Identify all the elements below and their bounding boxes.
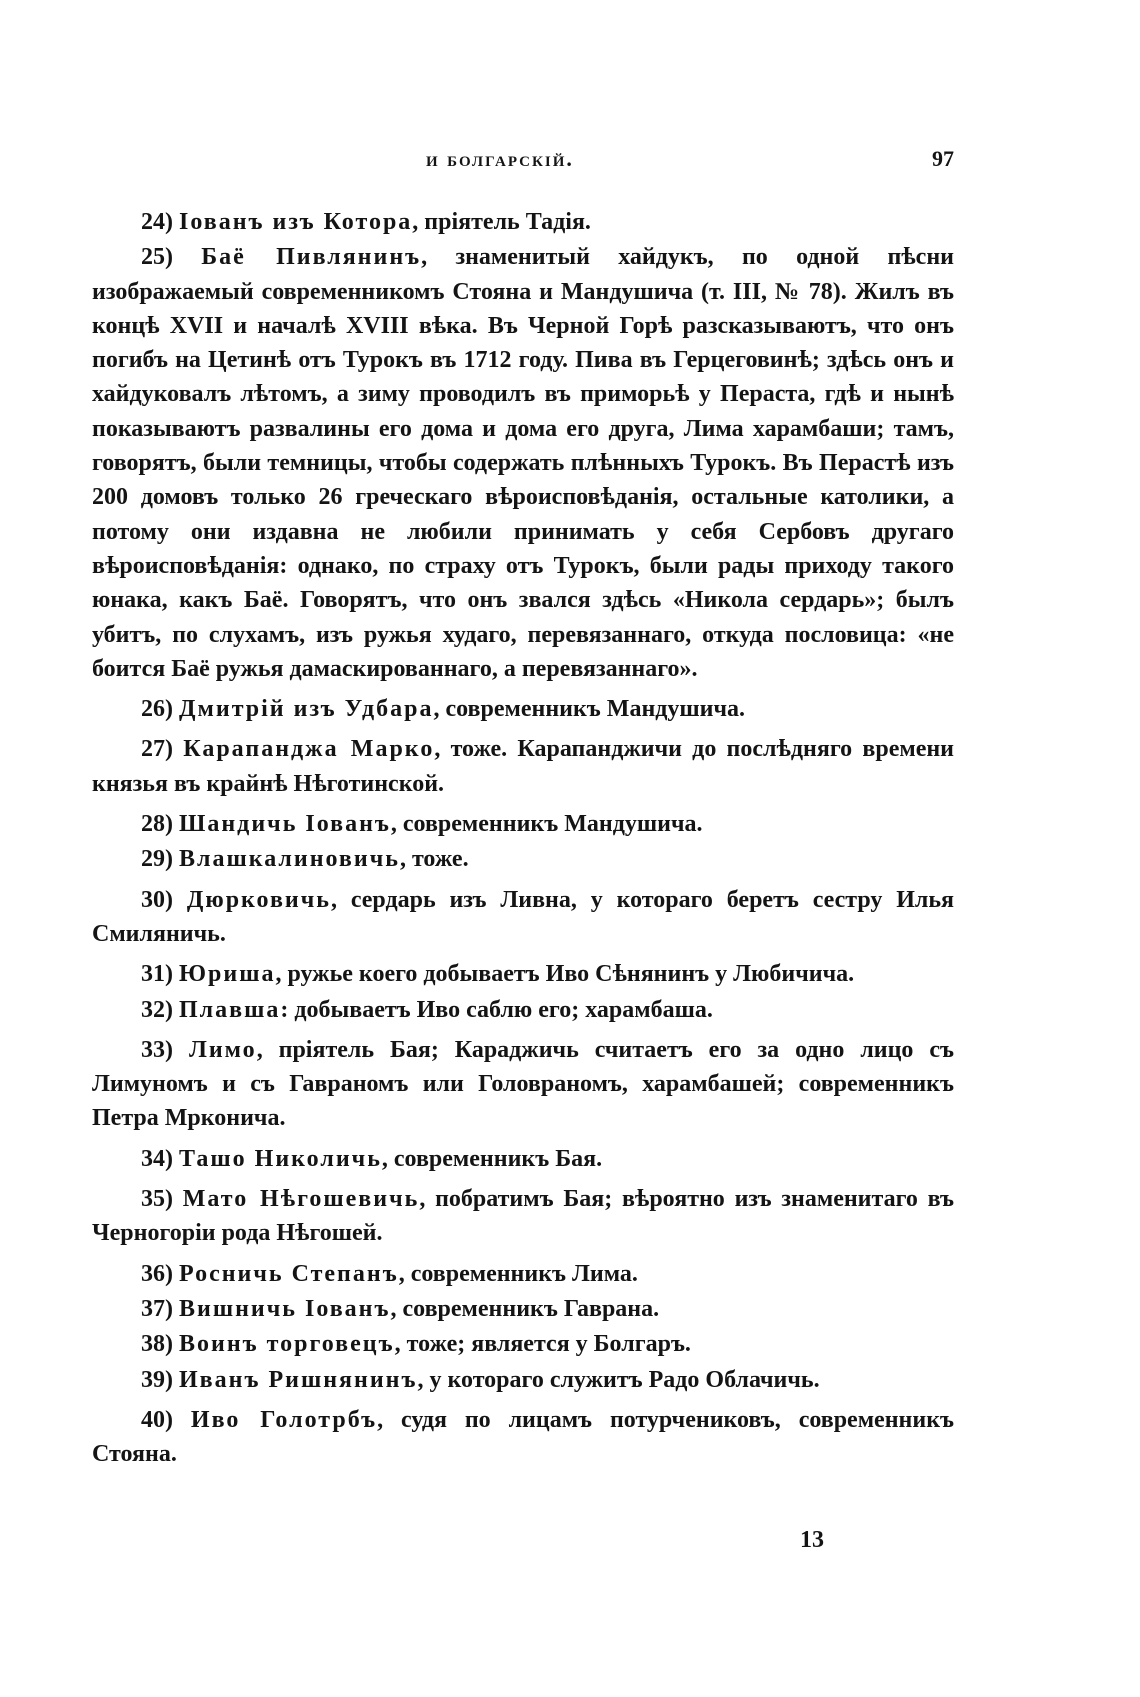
entry-name: Ташо Николичь [179,1145,382,1172]
entry-name: Росничь Степанъ [179,1260,399,1287]
entry-34 [92,1142,954,1176]
entry-text: , современникъ Гаврана. [390,1295,660,1322]
entry-name: Иванъ Ришнянинъ [179,1366,418,1393]
entry-name: Мато Нѣгошевичь [182,1186,420,1213]
entry-30 [92,883,954,952]
entry-text: , пріятель Тадія. [412,209,591,235]
entry-number: 35) [141,1186,173,1213]
entry-number: 31) [141,961,173,988]
entry-name: Вишничь Іованъ [179,1295,391,1322]
entry-text: , побратимъ Бая; вѣроятно изъ знаменитаго въ Черногоріи рода Нѣгошей. [92,1186,954,1247]
entry-number: 25) [141,244,173,271]
entry-number: 36) [141,1260,173,1287]
entry-36 [92,1257,954,1291]
entry-text: , тоже. [399,846,469,873]
entry-25 [92,240,954,686]
entry-text: , у котораго служитъ Радо Облачичь. [417,1366,820,1393]
entry-name: Баё Пивлянинъ [201,244,422,271]
entry-name: Дюрковичь [186,886,331,913]
entry-name: Юриша [179,961,276,988]
entry-name: Іованъ изъ Котора [179,209,413,235]
running-title: и болгарскій. [426,146,574,171]
entry-number: 40) [141,1406,173,1433]
entry-number: 24) [141,209,173,235]
entry-name: Плавша [179,996,281,1023]
entry-text: , знаменитый хайдукъ, по одной пѣсни изображаемый современникомъ Стояна и Мандушича (т. III, № 78). Жилъ въ концѣ XVII и началѣ XVIII вѣка. Въ Черной Горѣ разсказываютъ, что онъ погибъ на Цетинѣ отъ Турокъ въ 1712 году. Пива въ Герцеговинѣ; здѣсь онъ и хайдуковалъ лѣтомъ, а зиму проводилъ въ приморьѣ у Пераста, гдѣ и нынѣ показываютъ развалины его дома и дома его друга, Лима харамбаши; тамъ, говорятъ, были темницы, чтобы содержать плѣнныхъ Турокъ. Въ Перастѣ изъ 200 домовъ только 26 греческаго вѣроисповѣданія, остальные католики, а потому они издавна не любили принимать у себя Сербовъ другаго вѣроисповѣданія: однако, по страху отъ Турокъ, были рады приходу такого юнака, какъ Баё. Говорятъ, что онъ звался здѣсь «Никола сердарь»; былъ убитъ, по слухамъ, изъ ружья худаго, перевязаннаго, откуда пословица: «не боится Баё ружья дамаскированнаго, а перевязаннаго». [92,244,954,682]
entry-text: : добываетъ Иво саблю его; харамбаша. [280,996,713,1023]
body-text [92,205,954,1477]
entry-number: 33) [141,1036,173,1063]
entry-text: , сердарь изъ Ливна, у котораго беретъ сестру Илья Смиляничь. [92,886,954,947]
entry-text: , тоже; является у Болгаръ. [394,1331,691,1358]
entry-31 [92,957,954,991]
entry-name: Лимо [188,1036,257,1063]
entry-text: , судя по лицамъ потурчениковъ, современникъ Стояна. [92,1406,955,1468]
entry-number: 29) [141,846,173,873]
entry-text: , ружье коего добываетъ Иво Сѣнянинъ у Любичича. [275,961,855,988]
signature-mark: 13 [800,1527,824,1553]
entry-name: Карапанджа Марко [183,736,435,763]
entry-32 [92,993,954,1027]
entry-name: Воинъ торговецъ [179,1331,395,1358]
entry-29 [92,842,954,876]
entry-name: Дмитрій изъ Удбара [179,696,434,723]
entry-number: 37) [141,1295,173,1322]
page-number: 97 [932,146,954,171]
page-header [136,146,954,180]
entry-number: 30) [141,886,173,913]
entry-name: Влашкалиновичь [179,846,400,873]
entry-text: , тоже. Карапанджичи до послѣдняго времени князья въ крайнѣ Нѣготинской. [92,736,955,797]
entry-number: 39) [141,1366,173,1393]
entry-38 [92,1327,954,1361]
entry-number: 32) [141,996,173,1023]
entry-33 [92,1033,954,1136]
entry-37 [92,1292,954,1326]
entry-text: , современникъ Бая. [381,1145,603,1172]
entry-text: , современникъ Мандушича. [390,811,703,838]
entry-39 [92,1363,954,1397]
entry-number: 26) [141,696,173,723]
entry-text: , пріятель Бая; Караджичь считаетъ его за одно лицо съ Лимуномъ и съ Гавраномъ или Головраномъ, харамбашей; современникъ Петра Мрконича. [92,1036,955,1132]
entry-text: , современникъ Мандушича. [433,696,746,723]
entry-number: 27) [141,736,173,763]
entry-26 [92,692,954,726]
entry-name: Иво Голотрбъ [190,1406,378,1433]
entry-27 [92,732,954,801]
entry-24 [92,205,954,239]
entry-number: 28) [141,811,173,838]
entry-35 [92,1182,954,1251]
entry-text: , современникъ Лима. [398,1260,638,1287]
entry-number: 34) [141,1145,173,1172]
entry-40 [92,1403,954,1472]
entry-name: Шандичь Іованъ [179,811,391,838]
entry-number: 38) [141,1331,173,1358]
entry-28 [92,807,954,841]
